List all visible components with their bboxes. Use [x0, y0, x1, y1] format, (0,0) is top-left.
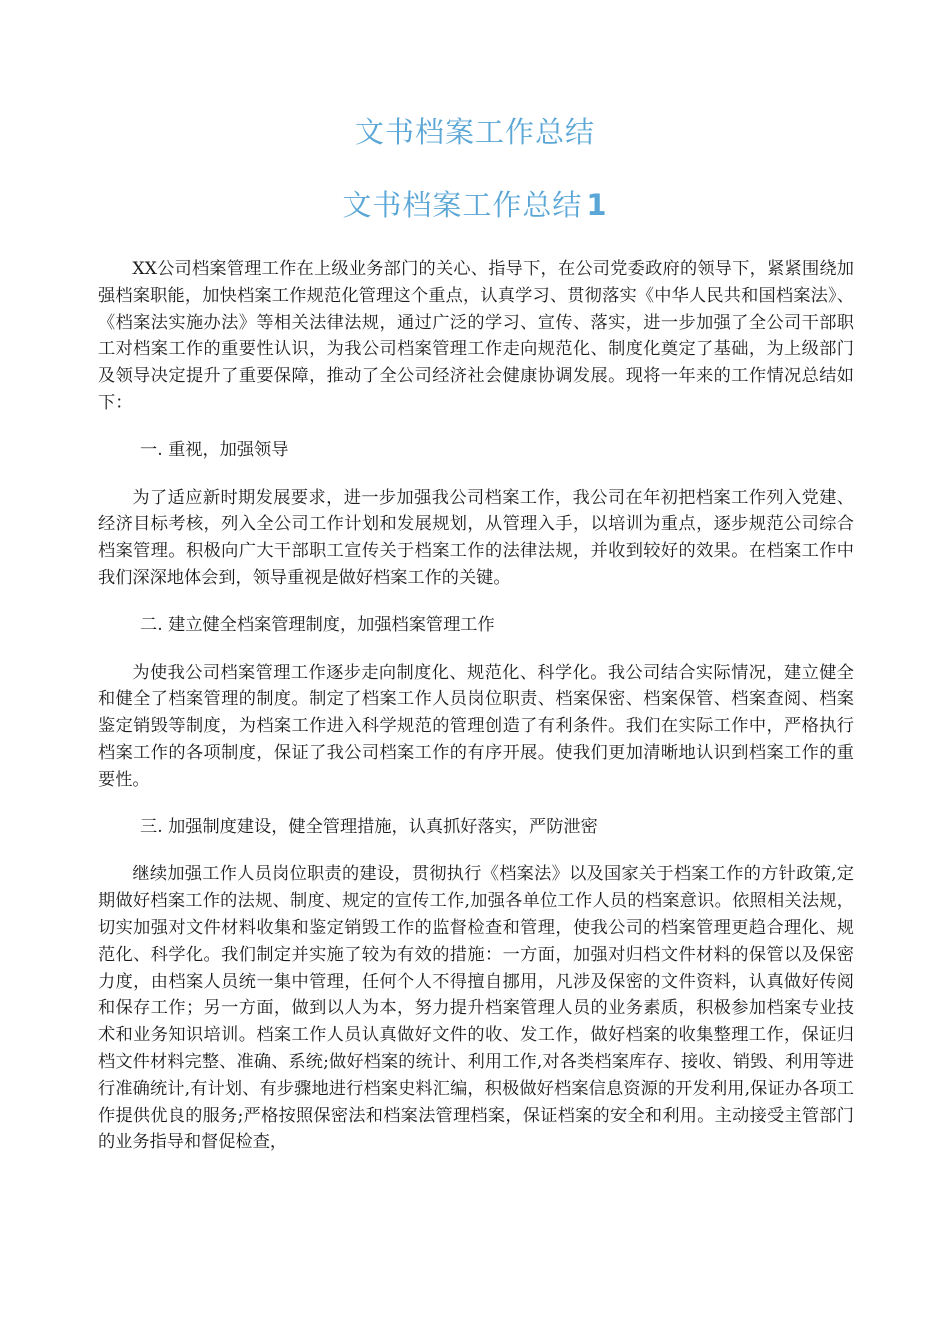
document-title: 文书档案工作总结 [354, 115, 595, 149]
section-heading-3: 三. 加强制度建设，健全管理措施，认真抓好落实，严防泄密 [140, 816, 598, 837]
subtitle-text: 文书档案工作总结 [342, 188, 583, 222]
section-heading-2: 二. 建立健全档案管理制度，加强档案管理工作 [140, 614, 495, 635]
intro-paragraph: XX公司档案管理工作在上级业务部门的关心、指导下，在公司党委政府的领导下，紧紧围绕加强档案职能，加快档案工作规范化管理这个重点，认真学习、贯彻落实《中华人民共和国档案法》、《档案法实施办法》等相关法律法规，通过广泛的学习、宣传、落实，进一步加强了全公司干部职工对档案工作的重要性认识，为我公司档案管理工作走向规范化、制度化奠定了基础，为上级部门及领导决定提升了重要保障，推动了全公司经济社会健康协调发展。现将一年来的工作情况总结如下： [98, 259, 854, 413]
subtitle-number: 1 [586, 188, 608, 222]
section-body-3: 继续加强工作人员岗位职责的建设，贯彻执行《档案法》以及国家关于档案工作的方针政策,定期做好档案工作的法规、制度、规定的宣传工作,加强各单位工作人员的档案意识。依照相关法规，切实加强对文件材料收集和鉴定销毁工作的监督检查和管理，使我公司的档案管理更趋合理化、规范化、科学化。我们制定并实施了较为有效的措施：一方面，加强对归档文件材料的保管以及保密力度，由档案人员统一集中管理，任何个人不得擅自挪用，凡涉及保密的文件资料，认真做好传阅和保存工作；另一方面，做到以人为本，努力提升档案管理人员的业务素质，积极参加档案专业技术和业务知识培训。档案工作人员认真做好文件的收、发工作，做好档案的收集整理工作，保证归档文件材料完整、准确、系统;做好档案的统计、利用工作,对各类档案库存、接收、销毁、利用等进行准确统计,有计划、有步骤地进行档案史料汇编，积极做好档案信息资源的开发利用,保证办各项工作提供优良的服务;严格按照保密法和档案法管理档案，保证档案的安全和利用。主动接受主管部门的业务指导和督促检查， [98, 864, 854, 1153]
section-heading-1: 一. 重视，加强领导 [140, 439, 289, 460]
document-body [98, 256, 854, 1156]
section-body-1: 为了适应新时期发展要求，进一步加强我公司档案工作，我公司在年初把档案工作列入党建、经济目标考核，列入全公司工作计划和发展规划，从管理入手，以培训为重点，逐步规范公司综合档案管理。积极向广大干部职工宣传关于档案工作的法律法规，并收到较好的效果。在档案工作中我们深深地体会到，领导重视是做好档案工作的关键。 [98, 487, 854, 588]
document-subtitle [0, 185, 950, 225]
section-body-2: 为使我公司档案管理工作逐步走向制度化、规范化、科学化。我公司结合实际情况，建立健全和健全了档案管理的制度。制定了档案工作人员岗位职责、档案保密、档案保管、档案查阅、档案鉴定销毁等制度，为档案工作进入科学规范的管理创造了有利条件。我们在实际工作中，严格执行档案工作的各项制度，保证了我公司档案工作的有序开展。使我们更加清晰地认识到档案工作的重要性。 [98, 662, 854, 790]
